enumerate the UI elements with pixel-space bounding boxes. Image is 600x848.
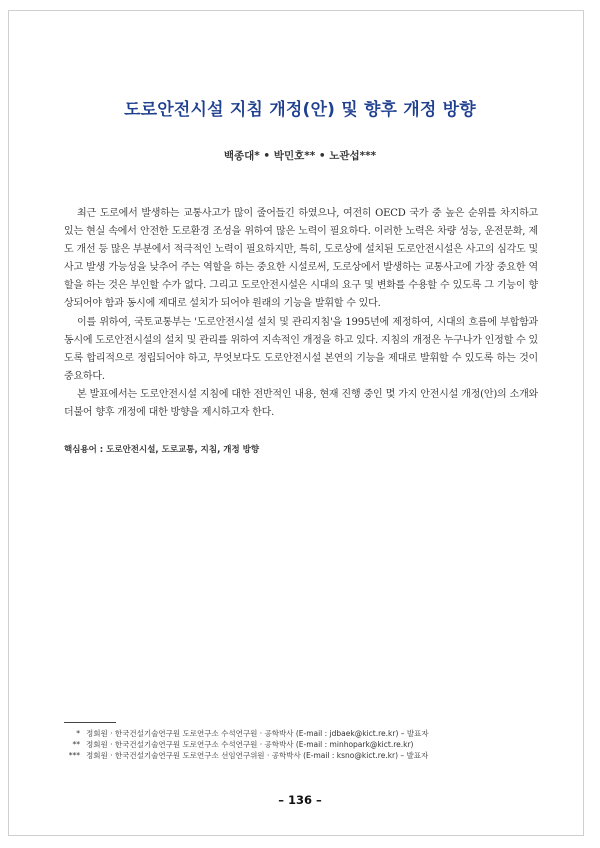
abstract-paragraph: 최근 도로에서 발생하는 교통사고가 많이 줄어들긴 하였으나, 여전히 OECD 국가 중 높은 순위를 차지하고 있는 현실 속에서 안전한 도로환경 조성을 위하여 많은 노력이 필요하다. 이러한 노력은 차량 성능, 운전문화, 제도 개선 등 많은 부분에서 적극적인 노력이 필요하지만, 특히, 도로상에 설치된 도로안전시설은 사고의 심각도 및 사고 발생 가능성을 낮추어 주는 역할을 하는 중요한 시설로써, 도로상에서 발생하는 교통사고에 가장 중요한 역할을 하는 것은 부인할 수가 없다. 그리고 도로안전시설은 시대의 요구 및 변화를 수용할 수 있도록 그 기능이 향상되어야 함과 동시에 제대로 설치가 되어야 원래의 기능을 발휘할 수 있다. [64, 208, 538, 310]
footnotes [58, 728, 538, 761]
abstract [64, 205, 538, 422]
footnote-text: 정회원 · 한국건설기술연구원 도로연구소 수석연구원 · 공학박사 (E-mail : minhopark@kict.re.kr) [86, 740, 414, 749]
footnote [58, 750, 538, 761]
footnote [58, 739, 538, 750]
footnote-text: 정회원 · 한국건설기술연구원 도로연구소 수석연구원 · 공학박사 (E-mail : jdbaek@kict.re.kr) – 발표자 [86, 729, 429, 738]
page-number: – 136 – [278, 793, 322, 807]
paper-title: 도로안전시설 지침 개정(안) 및 향후 개정 방향 [124, 100, 476, 120]
abstract-paragraph: 본 발표에서는 도로안전시설 지침에 대한 전반적인 내용, 현재 진행 중인 몇 가지 안전시설 개정(안)의 소개와 더불어 향후 개정에 대한 방향을 제시하고자 한다. [64, 388, 538, 419]
abstract-paragraph: 이를 위하여, 국토교통부는 '도로안전시설 설치 및 관리지침'을 1995년에 제정하여, 시대의 흐름에 부합함과 동시에 도로안전시설의 설치 및 관리를 위하여 지속적인 개정을 하고 있다. 지침의 개정은 누구나가 인정할 수 있도록 합리적으로 정립되어야 하고, 무엇보다도 도로안전시설 본연의 기능을 제대로 발휘할 수 있도록 하는 것이 중요하다. [64, 316, 538, 382]
footnote-mark: *** [68, 751, 80, 760]
footnote [58, 728, 538, 739]
footnote-text: 정회원 · 한국건설기술연구원 도로연구소 선임연구위원 · 공학박사 (E-mail : ksno@kict.re.kr) – 발표자 [86, 751, 429, 760]
footnote-mark: ** [72, 740, 80, 749]
author-list: 백종대* • 박민호** • 노관섭*** [223, 150, 377, 162]
footnote-divider [64, 722, 116, 723]
footnote-mark: * [76, 729, 80, 738]
keywords: 핵심용어 : 도로안전시설, 도로교통, 지침, 개정 방향 [64, 445, 260, 455]
page-frame [8, 10, 584, 836]
